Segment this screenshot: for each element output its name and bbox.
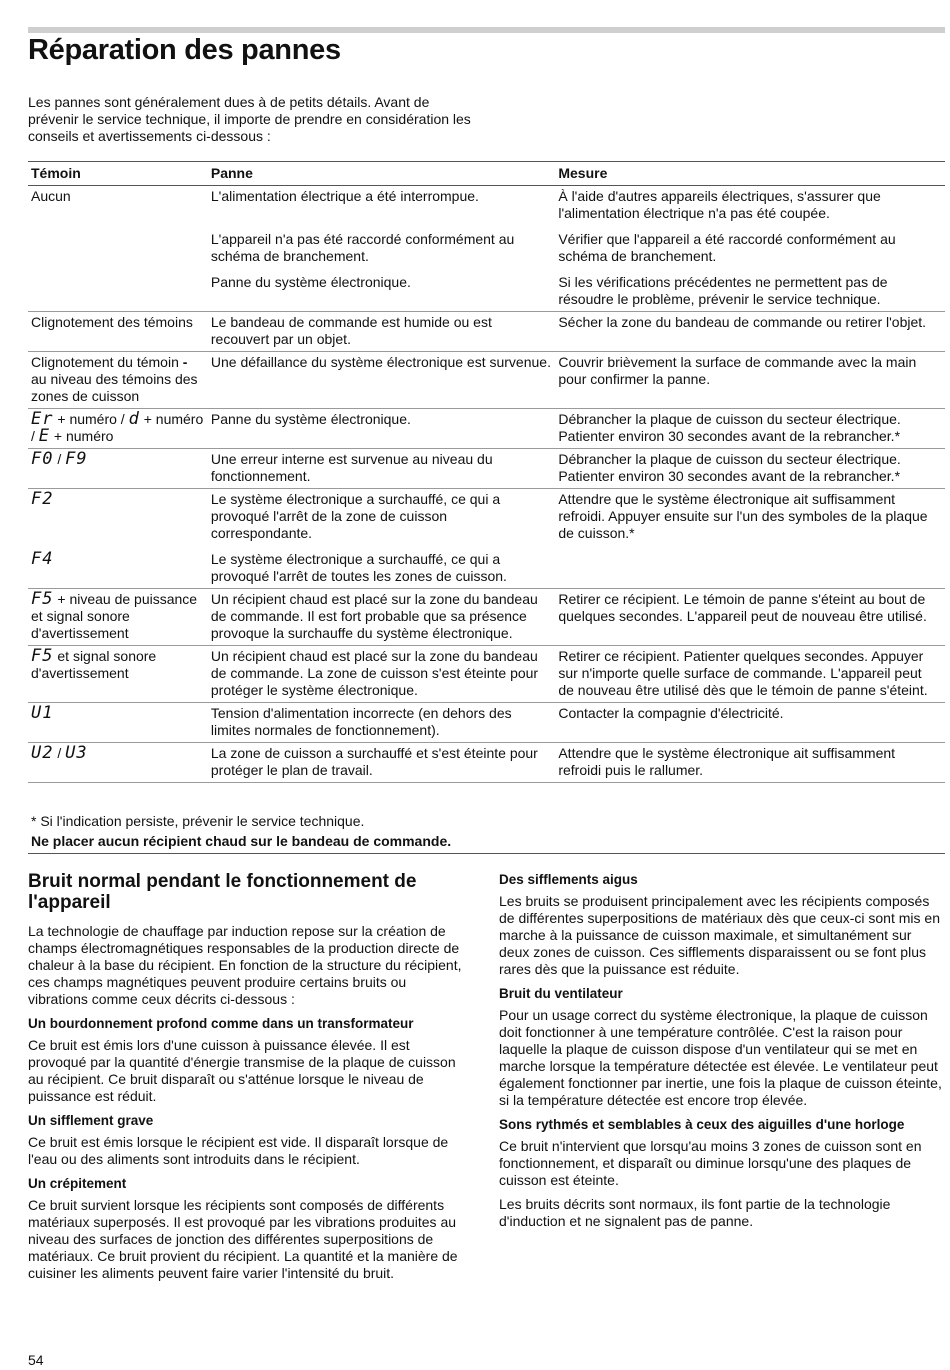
table-row: [28, 352, 945, 409]
troubleshooting-table: [28, 161, 945, 783]
cell-mesure: Couvrir brièvement la surface de commande avec la main pour confirmer la panne.: [555, 352, 945, 409]
table-row: [28, 489, 945, 546]
table-row: [28, 449, 945, 489]
subheading: Sons rythmés et semblables à ceux des aiguilles d'une horloge: [499, 1117, 905, 1132]
error-code: F0: [31, 449, 54, 469]
cell-panne: Tension d'alimentation incorrecte (en dehors des limites normales de fonctionnement).: [208, 703, 555, 743]
error-code: U2: [31, 743, 54, 763]
cell-mesure: Retirer ce récipient. Patienter quelques secondes. Appuyer sur n'importe quelle surface de commande. L'appareil peut de nouveau être utilisé dès que le témoin de panne s'éteint.: [555, 646, 945, 703]
table-header-row: [28, 162, 945, 186]
cell-panne: Panne du système électronique.: [208, 409, 555, 449]
cell-mesure: Attendre que le système électronique ait suffisamment refroidi puis le rallumer.: [555, 743, 945, 783]
footnote: * Si l'indication persiste, prévenir le service technique.: [31, 813, 365, 829]
error-code: U3: [65, 743, 88, 763]
cell-panne: Une erreur interne est survenue au niveau du fonctionnement.: [208, 449, 555, 489]
paragraph: Ce bruit est émis lorsque le récipient est vide. Il disparaît lorsque de l'eau ou des aliments sont introduits dans le récipient.: [28, 1134, 449, 1167]
paragraph: Ce bruit n'intervient que lorsqu'au moins 3 zones de cuisson sont en fonctionnement, et disparaît ou diminue lorsqu'une des plaques de cuisson est éteinte.: [499, 1138, 922, 1188]
cell-mesure: Sécher la zone du bandeau de commande ou retirer l'objet.: [555, 312, 945, 352]
error-code: F5: [31, 646, 54, 666]
cell-temoin: [28, 545, 208, 589]
cell-panne: Le système électronique a surchauffé, ce qui a provoqué l'arrêt de la zone de cuisson correspondante.: [208, 489, 555, 546]
intro-paragraph: Les pannes sont généralement dues à de petits détails. Avant de prévenir le service technique, il importe de prendre en considération les conseils et avertissements ci-dessous :: [28, 94, 471, 144]
table-row: [28, 703, 945, 743]
cell-mesure: Si les vérifications précédentes ne permettent pas de résoudre le problème, prévenir le service technique.: [558, 274, 888, 307]
table-row: [28, 268, 945, 312]
cell-panne: Le bandeau de commande est humide ou est recouvert par un objet.: [208, 312, 555, 352]
section-title: Bruit normal pendant le fonctionnement de l'appareil: [28, 871, 417, 913]
header-panne: Panne: [208, 162, 555, 186]
table-row: [28, 312, 945, 352]
table-row: [28, 743, 945, 783]
header-temoin: Témoin: [28, 162, 208, 186]
subheading: Bruit du ventilateur: [499, 986, 623, 1001]
cell-temoin: U2 / U3: [28, 743, 208, 783]
cell-mesure: Retirer ce récipient. Le témoin de panne s'éteint au bout de quelques secondes. L'appareil peut de nouveau être utilisé.: [555, 589, 945, 646]
table-row: [28, 545, 945, 589]
cell-mesure: À l'aide d'autres appareils électriques, s'assurer que l'alimentation électrique n'a pas été coupée.: [558, 188, 881, 221]
subheading: Des sifflements aigus: [499, 872, 638, 887]
cell-temoin: [28, 489, 208, 546]
error-code: U1: [31, 703, 54, 723]
cell-panne: L'appareil n'a pas été raccordé conformément au schéma de branchement.: [210, 231, 515, 264]
divider: [28, 853, 945, 854]
cell-mesure: Attendre que le système électronique ait suffisamment refroidi. Appuyer ensuite sur l'un des symboles de la plaque de cuisson.*: [555, 489, 945, 546]
paragraph: Les bruits se produisent principalement avec les récipients composés de différentes superpositions de matériaux dès que ceux-ci sont mis en marche à la puissance de cuisson maximale, et simultanément sur deux zones de cuisson. Ces sifflements disparaissent ou se font plus rares dès que la puissance est réduite.: [499, 893, 940, 977]
page-title: Réparation des pannes: [28, 34, 341, 66]
header-rule: [28, 27, 945, 33]
paragraph: Ce bruit survient lorsque les récipients sont composés de différents matériaux superposés. Il est provoqué par les vibrations produites au niveau des surfaces de jonction des différentes superpositions de matériaux. Ce bruit provient du récipient. La quantité et la manière de cuisiner les aliments peuvent faire varier l'intensité du bruit.: [28, 1197, 458, 1281]
table-row: [28, 646, 945, 703]
cell-panne: Une défaillance du système électronique est survenue.: [208, 352, 555, 409]
cell-panne: L'alimentation électrique a été interrompue.: [210, 188, 479, 204]
error-code: F9: [65, 449, 88, 469]
cell-temoin: Aucun: [31, 188, 71, 204]
cell-mesure: Contacter la compagnie d'électricité.: [555, 703, 945, 743]
warning-note: Ne placer aucun récipient chaud sur le bandeau de commande.: [31, 833, 452, 849]
subheading: Un crépitement: [28, 1176, 127, 1191]
noise-section-left: [28, 871, 468, 1289]
cell-mesure: Débrancher la plaque de cuisson du secteur électrique. Patienter environ 30 secondes avant de la rebrancher.*: [555, 409, 945, 449]
cell-mesure: Débrancher la plaque de cuisson du secteur électrique. Patienter environ 30 secondes avant de la rebrancher.*: [555, 449, 945, 489]
cell-panne: Le système électronique a surchauffé, ce qui a provoqué l'arrêt de toutes les zones de cuisson.: [210, 551, 507, 584]
cell-temoin: Er + numéro / d + numéro / E + numéro: [28, 409, 208, 449]
error-code: Er: [31, 409, 54, 429]
paragraph: Ce bruit est émis lors d'une cuisson à puissance élevée. Il est provoqué par la quantité d'énergie transmise de la plaque de cuisson au récipient. Ce bruit disparaît ou s'atténue lorsque le niveau de puissance est réduit.: [28, 1037, 456, 1104]
cell-temoin: F0 / F9: [28, 449, 208, 489]
cell-temoin: F5 + niveau de puissance et signal sonore d'avertissement: [28, 589, 208, 646]
noise-section-right: [499, 871, 945, 1237]
page-number: 54: [28, 1352, 44, 1368]
table-row: [28, 589, 945, 646]
table-row: [28, 409, 945, 449]
table-row: [28, 186, 945, 226]
error-code: F5: [31, 589, 54, 609]
cell-temoin: Clignotement du témoin - au niveau des témoins des zones de cuisson: [28, 352, 208, 409]
cell-temoin: F5 et signal sonore d'avertissement: [28, 646, 208, 703]
subheading: Un sifflement grave: [28, 1113, 154, 1128]
paragraph: Les bruits décrits sont normaux, ils font partie de la technologie d'induction et ne signalent pas de panne.: [499, 1196, 891, 1229]
error-code: E: [38, 426, 51, 446]
header-mesure: Mesure: [555, 162, 945, 186]
error-code: d: [128, 409, 140, 429]
table-row: [28, 225, 945, 268]
error-code: F2: [31, 489, 54, 509]
cell-temoin: [28, 703, 208, 743]
cell-panne: La zone de cuisson a surchauffé et s'est éteinte pour protéger le plan de travail.: [208, 743, 555, 783]
dash-symbol: -: [182, 354, 188, 370]
cell-panne: Panne du système électronique.: [210, 274, 411, 290]
cell-panne: Un récipient chaud est placé sur la zone du bandeau de commande. La zone de cuisson s'est éteinte pour protéger le système électronique.: [208, 646, 555, 703]
error-code: F4: [31, 549, 54, 569]
cell-mesure: Vérifier que l'appareil a été raccordé conformément au schéma de branchement.: [558, 231, 896, 264]
paragraph: Pour un usage correct du système électronique, la plaque de cuisson doit fonctionner à une température contrôlée. C'est la raison pour laquelle la plaque de cuisson dispose d'un ventilateur qui se met en marche lorsque la température détectée est élevée. Le ventilateur peut également fonctionner par inertie, une fois la plaque de cuisson éteinte, si la température détectée est encore trop élevée.: [499, 1007, 942, 1108]
subheading: Un bourdonnement profond comme dans un transformateur: [28, 1016, 414, 1031]
cell-panne: Un récipient chaud est placé sur la zone du bandeau de commande. Il est fort probable que sa présence provoque la surchauffe du système électronique.: [208, 589, 555, 646]
cell-temoin: Clignotement des témoins: [28, 312, 208, 352]
section-intro: La technologie de chauffage par induction repose sur la création de champs électromagnétiques responsables de la production directe de chaleur à la base du récipient. En fonction de la structure du récipient, ces champs magnétiques peuvent produire certains bruits ou vibrations comme ceux décrits ci-dessous :: [28, 923, 462, 1007]
